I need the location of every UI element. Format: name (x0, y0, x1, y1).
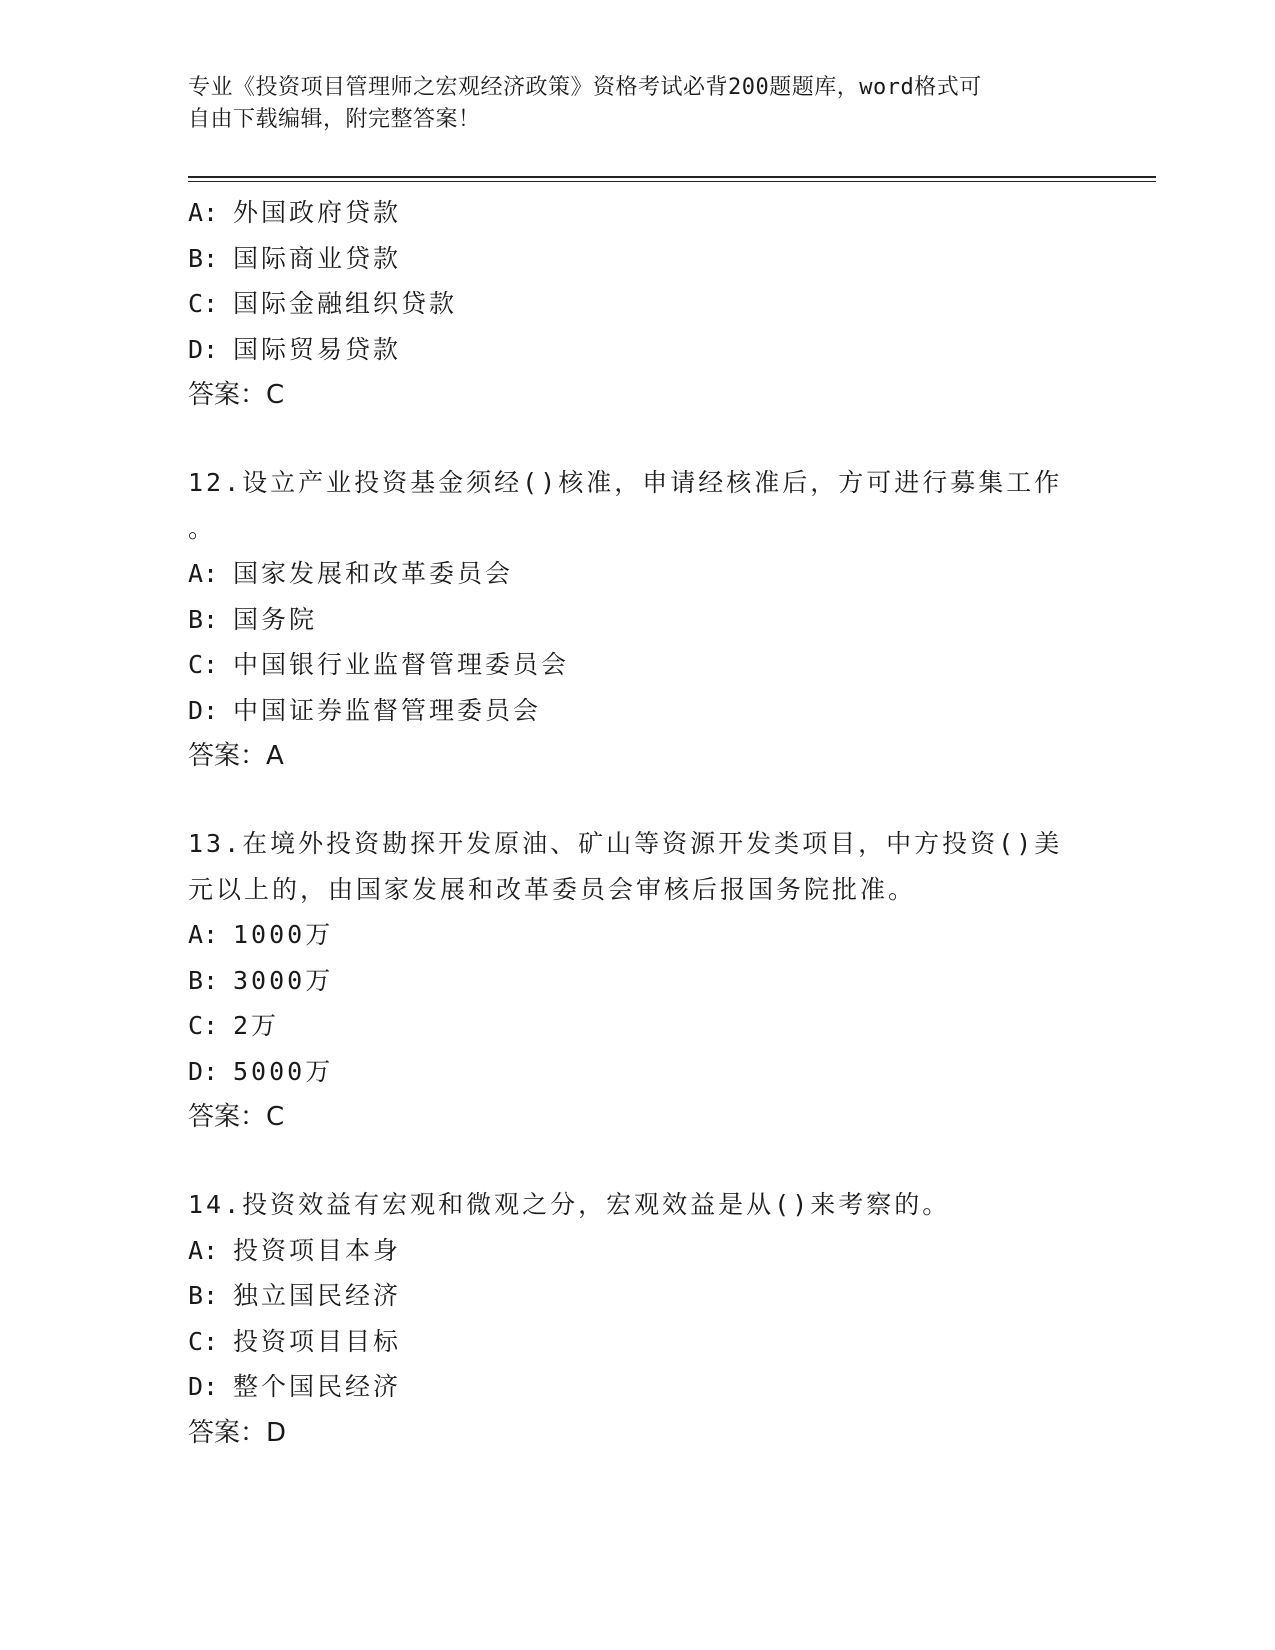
answer: 答案：D (188, 1417, 287, 1448)
option-d: D: 5000万 (188, 1056, 334, 1086)
option-d: D: 中国证券监督管理委员会 (188, 695, 542, 725)
header-rule-thick (188, 176, 1156, 178)
question-text: 13.在境外投资勘探开发原油、矿山等资源开发类项目，中方投资()美 元以上的，由国家发展和改革委员会审核后报国务院批准。 (188, 829, 1063, 904)
answer: 答案：C (188, 1102, 285, 1132)
option-b: B: 国际商业贷款 (188, 243, 402, 273)
question-text: 14.投资效益有宏观和微观之分，宏观效益是从()来考察的。 (188, 1190, 951, 1219)
header-line-2: 自由下载编辑，附完整答案！ (188, 107, 481, 132)
question-12 (188, 460, 1088, 779)
answer: 答案：C (188, 380, 285, 410)
option-c: C: 中国银行业监督管理委员会 (188, 650, 570, 679)
option-a: A: 1000万 (188, 920, 334, 949)
answer: 答案：A (188, 741, 284, 771)
header-line-1: 专业《投资项目管理师之宏观经济政策》资格考试必背200题题库，word格式可 (188, 75, 982, 100)
option-c: C: 投资项目目标 (188, 1326, 402, 1356)
option-a: A: 投资项目本身 (188, 1235, 402, 1265)
option-d: D: 整个国民经济 (188, 1372, 402, 1401)
option-b: B: 3000万 (188, 965, 334, 995)
option-a: A: 国家发展和改革委员会 (188, 559, 514, 588)
question-11 (188, 190, 1088, 418)
option-d: D: 国际贸易贷款 (188, 334, 402, 364)
question-14 (188, 1182, 1088, 1456)
question-13 (188, 821, 1088, 1140)
document-body (188, 190, 1088, 1456)
option-b: B: 独立国民经济 (188, 1281, 402, 1310)
option-a: A: 外国政府贷款 (188, 198, 402, 227)
document-header (188, 72, 1068, 136)
option-c: C: 国际金融组织贷款 (188, 289, 458, 318)
option-b: B: 国务院 (188, 604, 318, 634)
question-text: 12.设立产业投资基金须经()核准，申请经核准后，方可进行募集工作 。 (188, 468, 1063, 543)
header-rule-thin (188, 181, 1156, 182)
option-c: C: 2万 (188, 1011, 280, 1040)
